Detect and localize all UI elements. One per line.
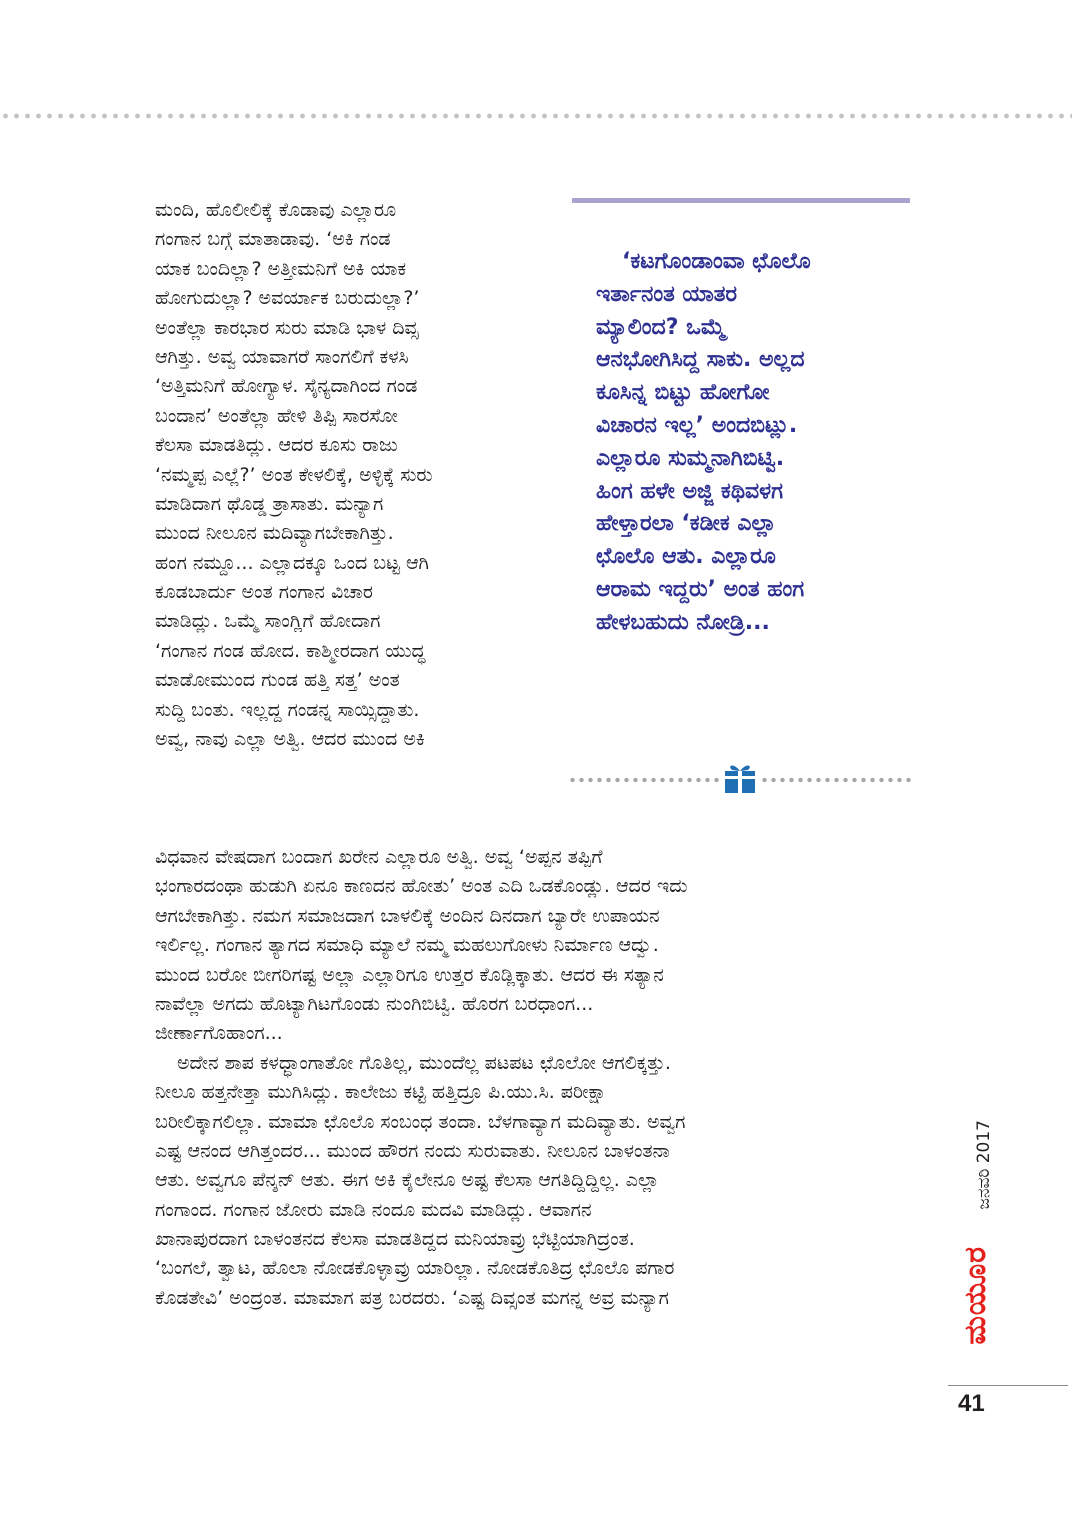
article-full-width-text [155,843,915,1313]
text-line: ಮಾಡಿದಾಗ ಥೊಡ್ಡ ತ್ರಾಸಾತು. ಮನ್ಯಾಗ [155,492,384,515]
pullquote-line: ಹೇಳ್ತಾರಲಾ ‘ಕಡೀಕ ಎಲ್ಲಾ [596,511,777,537]
text-line: ಆಗಿತ್ತು. ಅವ್ವ ಯಾವಾಗರೆ ಸಾಂಗಲಿಗೆ ಕಳಸಿ [155,345,409,368]
text-line: ಕೊಡತೇವಿ’ ಅಂದ್ರಂತ. ಮಾಮಾಗ ಪತ್ರ ಬರದರು. ‘ಎಷ್ಟ ದಿವ್ಸಂತ ಮಗನ್ನ ಅವ್ರ ಮನ್ಯಾಗ [155,1286,669,1309]
text-line: ಹೋಗುದುಲ್ಲಾ? ಅವರ್ಯಾಕ ಬರುದುಲ್ಲಾ?’ [155,287,420,310]
text-line: ‘ಗಂಗಾನ ಗಂಡ ಹೋದ. ಕಾಶ್ಮೀರದಾಗ ಯುದ್ಧ [155,639,426,662]
pullquote-line: ಇರ್ತಾನಂತ ಯಾತರ [596,281,738,307]
text-line: ಅವ್ವ, ನಾವು ಎಲ್ಲಾ ಅತ್ವಿ. ಆದರ ಮುಂದ ಅಕಿ [155,728,425,751]
text-line: ಹಂಗ ನಮ್ದೂ... ಎಲ್ಲಾದಕ್ಕೂ ಒಂದ ಬಟ್ಟ ಆಗಿ [155,551,429,574]
text-line: ಕೆಲಸಾ ಮಾಡತಿದ್ಲು. ಆದರ ಕೂಸು ರಾಜು [155,434,398,457]
text-line: ಯಾಕ ಬಂದಿಲ್ಲಾ? ಅತ್ತೀಮನಿಗೆ ಅಕಿ ಯಾಕ [155,257,407,280]
text-line: ಮುಂದ ಬರೋ ಬೀಗರಿಗಷ್ಟ ಅಲ್ಲಾ ಎಲ್ಲಾರಿಗೂ ಉತ್ತರ ಕೊಡ್ಲಿಕ್ಕಾತು. ಆದರ ಈ ಸತ್ಯಾನ [155,963,664,986]
top-dotted-border [0,112,1072,120]
pullquote [596,246,916,640]
pullquote-line: ಕೂಸಿನ್ನ ಬಿಟ್ಟು ಹೋಗೋ [596,380,770,406]
text-line: ಬರೀಲಿಕ್ಕಾಗಲಿಲ್ಲಾ. ಮಾಮಾ ಛೊಲೊ ಸಂಬಂಧ ತಂದಾ. ಬೆಳಗಾವ್ಯಾಗ ಮದಿವ್ಯಾತು. ಅವ್ವಗ [155,1110,686,1133]
pullquote-line: ಮ್ಯಾಲಿಂದ? ಒಮ್ಮೆ [596,314,726,340]
pullquote-dotted-rule-left [568,776,720,784]
text-line: ಮಂದಿ, ಹೊಲೀಲಿಕ್ಕೆ ಕೊಡಾವು ಎಲ್ಲಾರೂ [155,199,397,221]
text-line: ಮಾಡೋಮುಂದ ಗುಂಡ ಹತ್ತಿ ಸತ್ತ’ ಅಂತ [155,669,400,692]
text-line: ಎಷ್ಟ ಆನಂದ ಆಗಿತ್ತಂದರ... ಮುಂದ ಹೌರಗ ನಂದು ಸುರುವಾತು. ನೀಲೂನ ಬಾಳಂತನಾ [155,1139,670,1162]
text-line: ‘ನಮ್ಮಪ್ಪ ಎಲ್ಲೆ?’ ಅಂತ ಕೇಳಲಿಕ್ಕೆ, ಅಳ್ಳಿಕ್ಕೆ ಸುರು [155,463,433,486]
text-line: ಅಂತೆಲ್ಲಾ ಕಾರಭಾರ ಸುರು ಮಾಡಿ ಭಾಳ ದಿವ್ಸ [155,316,419,339]
issue-date: ಜನವರಿ 2017 [974,1120,994,1210]
pullquote-line: ‘ಕಟಗೊಂಡಾಂವಾ ಛೊಲೊ [622,249,811,274]
text-line: ಜೀರ್ಣಾಗೊಹಾಂಗ... [155,1022,283,1045]
text-line: ಖಾನಾಪುರದಾಗ ಬಾಳಂತನದ ಕೆಲಸಾ ಮಾಡತಿದ್ದದ ಮನಿಯಾವ್ರು ಭೆಟ್ಟಿಯಾಗಿದ್ರಂತ. [155,1228,635,1251]
pullquote-line: ಎಲ್ಲಾರೂ ಸುಮ್ಮನಾಗಿಬಿಟ್ವಿ. [596,445,785,471]
text-line: ಮುಂದ ನೀಲೂನ ಮದಿವ್ಯಾಗಬೇಕಾಗಿತ್ತು. [155,522,394,545]
pullquote-line: ಆರಾಮ ಇದ್ದರು’ ಅಂತ ಹಂಗ [596,576,805,602]
text-line: ನಾವೆಲ್ಲಾ ಅಗದು ಹೊಟ್ಯಾಗಿಟಗೊಂಡು ನುಂಗಿಬಿಟ್ವಿ. ಹೊರಗ ಬರಧಾಂಗ... [155,992,594,1015]
text-line: ಗಂಗಾನ ಬಗ್ಗೆ ಮಾತಾಡಾವು. ‘ಅಕಿ ಗಂಡ [155,228,391,251]
text-line: ಬಂದಾನ’ ಅಂತೆಲ್ಲಾ ಹೇಳಿ ತಿಪ್ಪಿ ಸಾರಸೋ [155,404,398,427]
text-line: ‘ಅತ್ತಿಮನಿಗೆ ಹೋಗ್ಯಾಳ. ಸೈನ್ಯದಾಗಿಂದ ಗಂಡ [155,375,418,398]
pullquote-line: ಛೊಲೊ ಆತು. ಎಲ್ಲಾರೂ [596,544,776,570]
text-line: ಸುದ್ದಿ ಬಂತು. ಇಲ್ಲದ್ದ ಗಂಡನ್ನ ಸಾಯ್ಸಿದ್ದಾತು. [155,698,420,721]
gift-icon [723,762,757,794]
pullquote-line: ವಿಚಾರನ ಇಲ್ಲ’ ಅಂದಬಿಟ್ಲು. [596,412,798,438]
magazine-name: ಮಯೂರ [958,1246,993,1345]
text-line: ವಿಧವಾನ ವೇಷದಾಗ ಬಂದಾಗ ಖರೇನ ಎಲ್ಲಾರೂ ಅತ್ವಿ. ಅವ್ವ ‘ಅಪ್ಪನ ತಪ್ಪಿಗೆ [155,846,603,868]
pullquote-line: ಹೇಳಬಹುದು ನೋಡ್ರಿ... [596,609,770,635]
page-number-rule [948,1385,1068,1386]
text-line: ಭಂಗಾರದಂಥಾ ಹುಡುಗಿ ಏನೂ ಕಾಣದನ ಹೋತು’ ಅಂತ ಎದಿ ಒಡಕೊಂಡ್ಲು. ಆದರ ಇದು [155,875,688,898]
page-number: 41 [958,1390,985,1417]
text-line: ಗಂಗಾಂದ. ಗಂಗಾನ ಜೋರು ಮಾಡಿ ನಂದೂ ಮದವಿ ಮಾಡಿದ್ಲು. ಆವಾಗನ [155,1198,592,1221]
text-line: ಇರ್ಲಿಲ್ಲ. ಗಂಗಾನ ತ್ಯಾಗದ ಸಮಾಧಿ ಮ್ಯಾಲೆ ನಮ್ಮ ಮಹಲುಗೋಳು ನಿರ್ಮಾಣ ಆದ್ವು. [155,934,659,957]
text-line: ಅದೇನ ಶಾಪ ಕಳಧ್ಧಾಂಗಾತೋ ಗೊತಿಲ್ಲ, ಮುಂದೆಲ್ಲ ಪಟಪಟ ಛೊಲೋ ಆಗಲಿಕ್ಕತ್ತು. [177,1051,671,1074]
text-line: ನೀಲೂ ಹತ್ತನೇತ್ತಾ ಮುಗಿಸಿದ್ಲು. ಕಾಲೇಜು ಕಟ್ಟಿ ಹತ್ತಿದ್ರೂ ಪಿ.ಯು.ಸಿ. ಪರೀಕ್ಷಾ [155,1081,607,1104]
text-line: ಮಾಡಿದ್ಲು. ಒಮ್ಮೆ ಸಾಂಗ್ಲಿಗೆ ಹೋದಾಗ [155,610,381,633]
pullquote-line: ಹಿಂಗ ಹಳೇ ಅಜ್ಜಿ ಕಥಿವಳಗ [596,478,784,504]
text-line: ‘ಬಂಗಲೆ, ತ್ವಾಟ, ಹೊಲಾ ನೋಡಕೊಳ್ಳಾವ್ರು ಯಾರಿಲ್ಲಾ. ನೋಡಕೊತಿದ್ರ ಛೊಲೊ ಪಗಾರ [155,1257,675,1280]
text-line: ಕೂಡಬಾರ್ದು ಅಂತ ಗಂಗಾನ ವಿಚಾರ [155,581,373,604]
pullquote-dotted-rule-right [760,776,912,784]
pullquote-line: ಆನಭೋಗಿಸಿದ್ದ ಸಾಕು. ಅಲ್ಲದ [596,347,805,373]
text-line: ಆಗಬೇಕಾಗಿತ್ತು. ನಮಗ ಸಮಾಜದಾಗ ಬಾಳಲಿಕ್ಕೆ ಅಂದಿನ ದಿನದಾಗ ಬ್ಯಾರೇ ಉಪಾಯನ [155,904,660,927]
article-column-text [155,196,555,754]
pullquote-top-rule [572,198,910,203]
text-line: ಆತು. ಅವ್ವಗೂ ಪೆನ್ಶನ್ ಆತು. ಈಗ ಅಕಿ ಕೈಲೇನೂ ಅಷ್ಟ ಕೆಲಸಾ ಆಗತಿದ್ದಿದ್ದಿಲ್ಲ. ಎಲ್ಲಾ [155,1169,660,1192]
